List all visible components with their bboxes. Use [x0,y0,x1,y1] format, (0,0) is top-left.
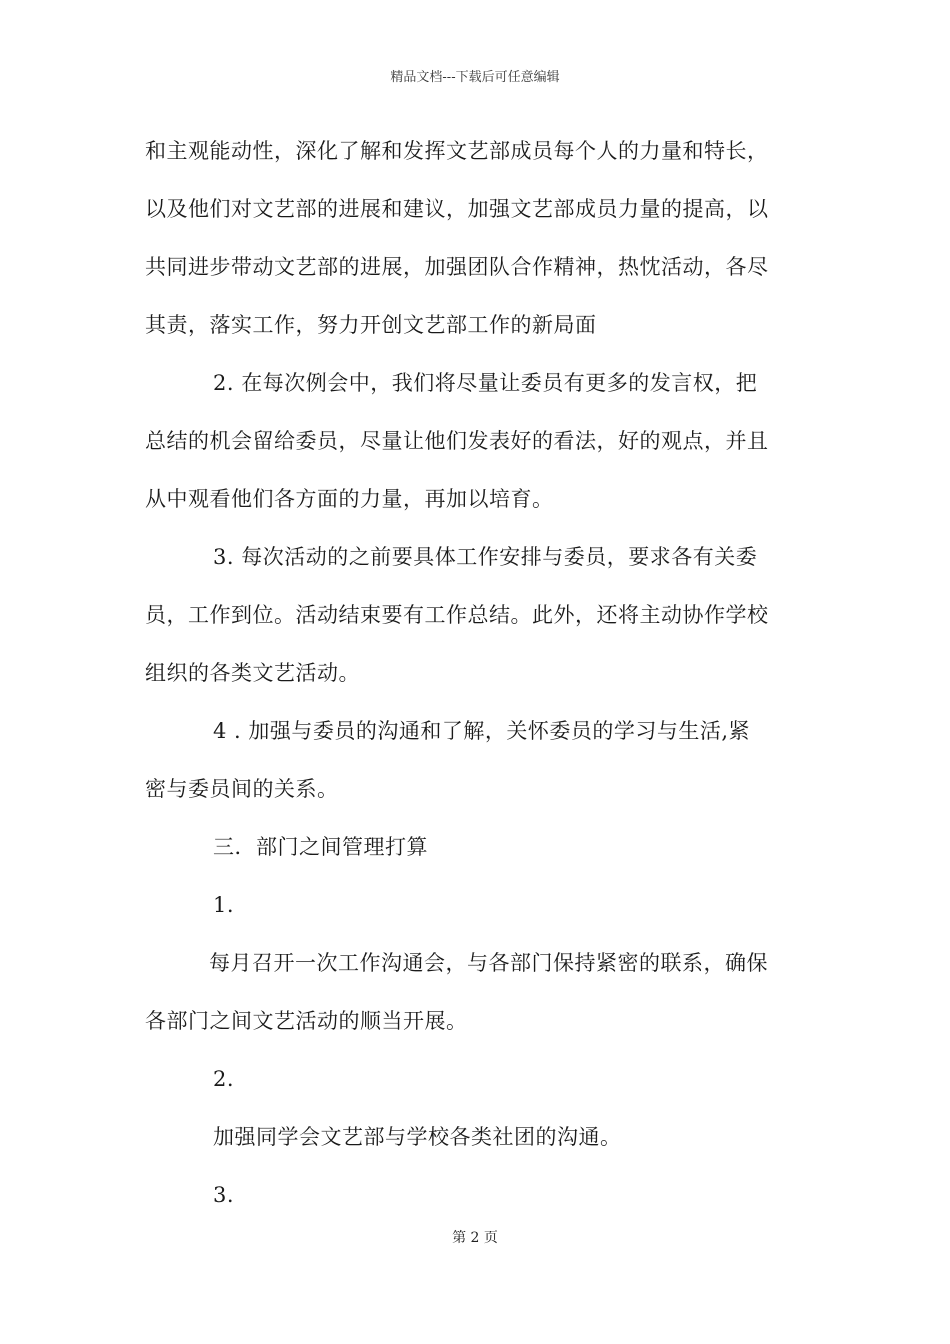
list-number: 1. [213,893,235,917]
text-line: 和主观能动性，深化了解和发挥文艺部成员每个人的力量和特长， [145,139,769,163]
section-heading: 三．部门之间管理打算 [213,835,428,859]
list-number: 2. [213,1067,235,1091]
text-line: 从中观看他们各方面的力量，再加以培育。 [145,487,554,511]
text-line: 加强同学会文艺部与学校各类社团的沟通。 [213,1125,622,1149]
text-line: 组织的各类文艺活动。 [145,661,360,685]
page-number: 第 2 页 [452,1230,498,1246]
list-number: 3. [213,1183,235,1207]
text-line: 员，工作到位。活动结束要有工作总结。此外，还将主动协作学校 [145,603,769,627]
text-line: 以及他们对文艺部的进展和建议，加强文艺部成员力量的提高，以 [145,197,769,221]
text-line: 共同进步带动文艺部的进展，加强团队合作精神，热忱活动，各尽 [145,255,769,279]
text-line: 其责，落实工作，努力开创文艺部工作的新局面 [145,313,597,337]
text-line: 总结的机会留给委员，尽量让他们发表好的看法，好的观点，并且 [145,429,769,453]
text-line: 密与委员间的关系。 [145,777,339,801]
text-line: 2. 在每次例会中，我们将尽量让委员有更多的发言权，把 [213,371,758,395]
page-header: 精品文档---下载后可任意编辑 [390,70,560,85]
text-line: 3. 每次活动的之前要具体工作安排与委员，要求各有关委 [213,545,758,569]
text-line: 每月召开一次工作沟通会，与各部门保持紧密的联系，确保 [209,951,768,975]
text-line: 各部门之间文艺活动的顺当开展。 [145,1009,468,1033]
text-line: 4 . 加强与委员的沟通和了解，关怀委员的学习与生活,紧 [213,719,751,743]
